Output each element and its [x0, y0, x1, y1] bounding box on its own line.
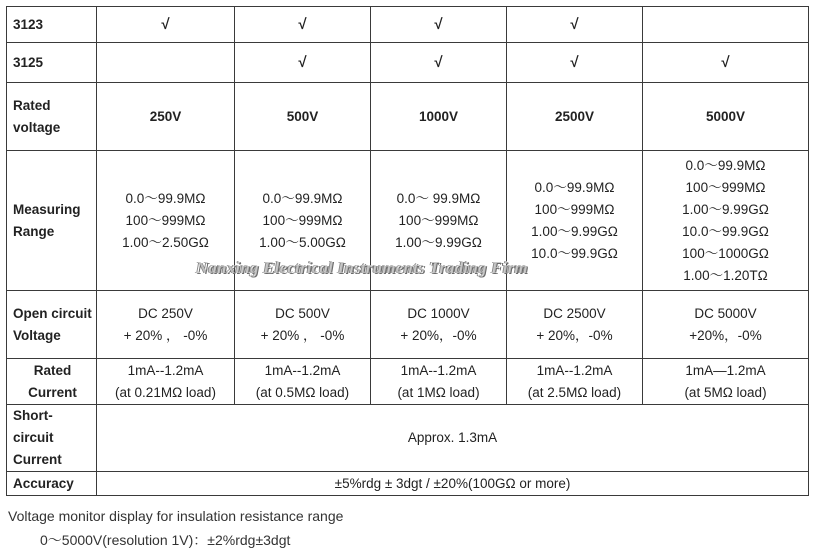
table-row-measuring-range: [7, 151, 809, 291]
rated-voltage-value: 5000V: [643, 83, 809, 151]
current-line: 1mA--1.2mA: [127, 362, 204, 378]
rated-voltage-value: 1000V: [371, 83, 507, 151]
tolerance-line: + 20% ， -0%: [123, 327, 208, 343]
open-circuit-voltage-cell: [507, 291, 643, 359]
voltage-line: DC 500V: [275, 305, 330, 321]
load-line: (at 0.21MΩ load): [115, 384, 216, 400]
check-mark-icon: √: [371, 7, 507, 43]
measuring-range-cell: [371, 151, 507, 291]
voltage-monitor-spec: 0～5000V(resolution 1V)：±2%rdg±3dgt: [40, 532, 291, 548]
range-line: 1.00～9.99GΩ: [531, 223, 618, 239]
open-circuit-voltage-cell: [371, 291, 507, 359]
load-line: (at 5MΩ load): [684, 384, 767, 400]
range-line: 100～999MΩ: [685, 179, 766, 195]
table-row-accuracy: [7, 472, 809, 496]
voltage-line: DC 250V: [138, 305, 193, 321]
model-label: 3125: [7, 43, 97, 83]
check-mark-icon: [643, 7, 809, 43]
range-line: 0.0～ 99.9MΩ: [396, 190, 481, 206]
rated-voltage-value: 500V: [235, 83, 371, 151]
rated-current-cell: [507, 359, 643, 405]
tolerance-line: + 20%，-0%: [536, 327, 613, 343]
check-mark-icon: [97, 43, 235, 83]
short-circuit-current-value: Approx. 1.3mA: [97, 405, 809, 472]
range-line: 1.00～9.99GΩ: [682, 201, 769, 217]
measuring-range-label: Measuring Range: [7, 151, 97, 291]
range-line: 100～1000GΩ: [682, 245, 769, 261]
voltage-line: DC 5000V: [694, 305, 757, 321]
range-line: 0.0～99.9MΩ: [534, 179, 615, 195]
rated-current-cell: [643, 359, 809, 405]
voltage-monitor-note: Voltage monitor display for insulation resistance range: [8, 508, 344, 524]
load-line: (at 1MΩ load): [397, 384, 480, 400]
open-circuit-voltage-cell: [643, 291, 809, 359]
range-line: 10.0～99.9GΩ: [531, 245, 618, 261]
short-circuit-current-label: Short-circuit Current: [7, 405, 97, 472]
rated-voltage-value: 250V: [97, 83, 235, 151]
table-row-3123: [7, 7, 809, 43]
rated-current-cell: [371, 359, 507, 405]
range-line: 100～999MΩ: [125, 212, 206, 228]
range-line: 1.00～9.99GΩ: [395, 234, 482, 250]
range-line: 1.00～5.00GΩ: [259, 234, 346, 250]
voltage-line: DC 2500V: [543, 305, 606, 321]
table-row-rated-voltage: [7, 83, 809, 151]
table-row-short-circuit-current: [7, 405, 809, 472]
check-mark-icon: √: [507, 43, 643, 83]
accuracy-label: Accuracy: [7, 472, 97, 496]
range-line: 1.00～2.50GΩ: [122, 234, 209, 250]
range-line: 0.0～99.9MΩ: [685, 157, 766, 173]
range-line: 10.0～99.9GΩ: [682, 223, 769, 239]
measuring-range-cell: [507, 151, 643, 291]
measuring-range-cell: [643, 151, 809, 291]
current-line: 1mA--1.2mA: [536, 362, 613, 378]
check-mark-icon: √: [507, 7, 643, 43]
open-circuit-voltage-cell: [235, 291, 371, 359]
load-line: (at 0.5MΩ load): [255, 384, 350, 400]
check-mark-icon: √: [235, 7, 371, 43]
tolerance-line: +20%，-0%: [689, 327, 762, 343]
current-line: 1mA--1.2mA: [400, 362, 477, 378]
watermark-text: Nanxing Electrical Instruments Trading Firm: [196, 258, 528, 277]
table-row-3125: [7, 43, 809, 83]
rated-current-label: Rated Current: [7, 359, 97, 405]
model-label: 3123: [7, 7, 97, 43]
table-row-open-circuit-voltage: [7, 291, 809, 359]
rated-current-cell: [235, 359, 371, 405]
check-mark-icon: √: [643, 43, 809, 83]
range-line: 100～999MΩ: [534, 201, 615, 217]
open-circuit-voltage-cell: [97, 291, 235, 359]
rated-current-cell: [97, 359, 235, 405]
accuracy-value: ±5%rdg ± 3dgt / ±20%(100GΩ or more): [97, 472, 809, 496]
tolerance-line: + 20% ， -0%: [260, 327, 345, 343]
check-mark-icon: √: [97, 7, 235, 43]
range-line: 1.00～1.20TΩ: [683, 267, 768, 283]
range-line: 0.0～99.9MΩ: [262, 190, 343, 206]
check-mark-icon: √: [235, 43, 371, 83]
range-line: 100～999MΩ: [262, 212, 343, 228]
current-line: 1mA--1.2mA: [264, 362, 341, 378]
current-line: 1mA—1.2mA: [685, 362, 766, 378]
range-line: 0.0～99.9MΩ: [125, 190, 206, 206]
range-line: 100～999MΩ: [398, 212, 479, 228]
open-circuit-voltage-label: Open circuit Voltage: [7, 291, 97, 359]
check-mark-icon: √: [371, 43, 507, 83]
rated-voltage-value: 2500V: [507, 83, 643, 151]
spec-table: [6, 6, 809, 496]
tolerance-line: + 20%，-0%: [400, 327, 477, 343]
rated-voltage-label: Rated voltage: [7, 83, 97, 151]
table-row-rated-current: [7, 359, 809, 405]
load-line: (at 2.5MΩ load): [527, 384, 622, 400]
measuring-range-cell: [235, 151, 371, 291]
measuring-range-cell: [97, 151, 235, 291]
voltage-line: DC 1000V: [407, 305, 470, 321]
